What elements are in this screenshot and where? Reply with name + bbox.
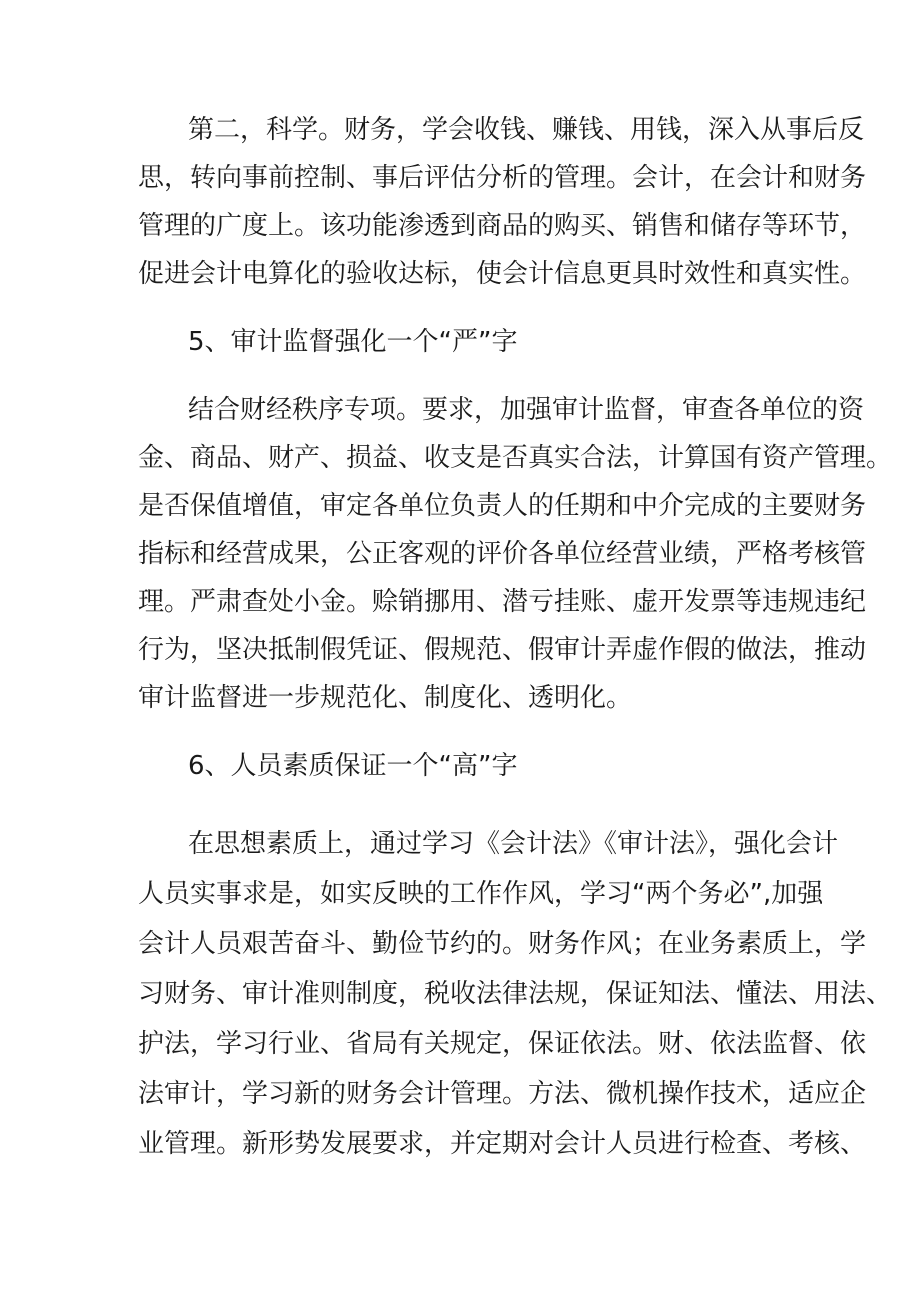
paragraph-3-line-5: 护法，学习行业、省局有关规定，保证依法。财、依法监督、依	[138, 1029, 867, 1059]
paragraph-2-line-6: 行为，坚决抵制假凭证、假规范、假审计弄虚作假的做法，推动	[138, 635, 867, 665]
paragraph-2-line-7: 审计监督进一步规范化、制度化、透明化。	[138, 683, 633, 713]
paragraph-2-line-1: 结合财经秩序专项。要求，加强审计监督，审查各单位的资	[188, 395, 865, 425]
paragraph-3-line-3: 会计人员艰苦奋斗、勤俭节约的。财务作风；在业务素质上，学	[138, 929, 867, 959]
paragraph-2-line-2: 金、商品、财产、损益、收支是否真实合法，计算国有资产管理。	[138, 443, 893, 473]
paragraph-2-line-5: 理。严肃查处小金。赊销挪用、潜亏挂账、虚开发票等违规违纪	[138, 587, 867, 617]
paragraph-3-line-2: 人员实事求是，如实反映的工作作风，学习“两个务必”,加强	[138, 879, 824, 909]
section-heading-5: 5、审计监督强化一个“严”字	[188, 327, 518, 357]
paragraph-1-line-2: 思，转向事前控制、事后评估分析的管理。会计，在会计和财务	[138, 163, 867, 193]
paragraph-3-line-6: 法审计，学习新的财务会计管理。方法、微机操作技术，适应企	[138, 1079, 867, 1109]
paragraph-1-line-4: 促进会计电算化的验收达标，使会计信息更具时效性和真实性。	[138, 259, 867, 289]
paragraph-2-line-3: 是否保值增值，审定各单位负责人的任期和中介完成的主要财务	[138, 491, 867, 521]
section-heading-6: 6、人员素质保证一个“高”字	[188, 751, 518, 781]
paragraph-3-line-1: 在思想素质上，通过学习《会计法》《审计法》，强化会计	[188, 829, 839, 859]
paragraph-1-line-1: 第二，科学。财务，学会收钱、赚钱、用钱，深入从事后反	[188, 115, 865, 145]
paragraph-3-line-7: 业管理。新形势发展要求，并定期对会计人员进行检查、考核、	[138, 1129, 867, 1159]
paragraph-1-line-3: 管理的广度上。该功能渗透到商品的购买、销售和储存等环节，	[138, 211, 867, 241]
paragraph-3-line-4: 习财务、审计准则制度，税收法律法规，保证知法、懂法、用法、	[138, 979, 893, 1009]
paragraph-2-line-4: 指标和经营成果，公正客观的评价各单位经营业绩，严格考核管	[138, 539, 867, 569]
